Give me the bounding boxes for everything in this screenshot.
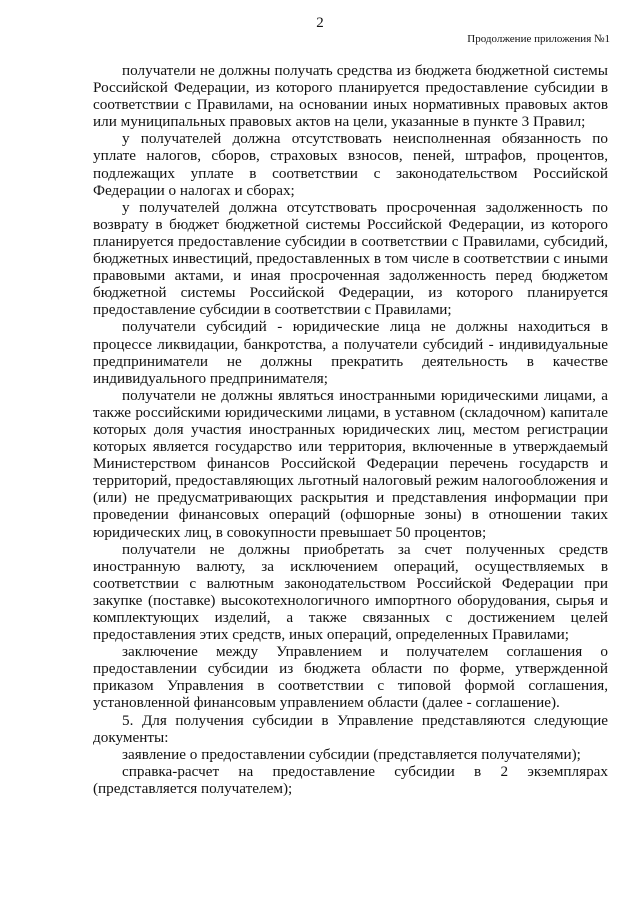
page-number: 2 — [316, 15, 324, 31]
document-body — [93, 62, 608, 797]
paragraph-application: заявление о предоставлении субсидии (представляется получателями); — [122, 745, 581, 763]
paragraph-no-foreign-currency: получатели не должны приобретать за счет полученных средств иностранную валюту, за исключением операций, осуществляемых в соответствии с валютным законодательством Российской Федерации при закупке (поставке) высокотехнологичного импортного оборудования, сырья и комплектующих изделий, а также связанных с достижением целей предоставления этих средств, иных операций, определенных Правилами; — [93, 540, 608, 644]
paragraph-no-other-budget-funds: получатели не должны получать средства из бюджета бюджетной системы Российской Федерации, из которого планируется предоставление субсидии в соответствии с Правилами, на основании иных нормативных правовых актов или муниципальных правовых актов на цели, указанные в пункте 3 Правил; — [93, 62, 608, 131]
paragraph-no-liquidation: получатели субсидий - юридические лица не должны находиться в процессе ликвидации, банкротства, а получатели субсидий - индивидуальные предприниматели не должны прекратить деятельность в качестве индивидуального предпринимателя; — [93, 318, 608, 387]
appendix-continuation-note: Продолжение приложения №1 — [467, 33, 610, 45]
paragraph-not-foreign-entity: получатели не должны являться иностранными юридическими лицами, а также российскими юридическими лицами, в уставном (складочном) капитале которых доля участия иностранных юридических лиц, местом регистрации которых является государство или территория, включенные в утверждаемый Министерством финансов Российской Федерации перечень государств и территорий, предоставляющих льготный налоговый режим налогообложения и (или) не предусматривающих раскрытия и представления информации при проведении финансовых операций (офшорные зоны) в отношении таких юридических лиц, в совокупности превышает 50 процентов; — [93, 386, 608, 541]
paragraph-documents-list-intro: 5. Для получения субсидии в Управление представляются следующие документы: — [93, 711, 608, 746]
paragraph-agreement: заключение между Управлением и получателем соглашения о предоставлении субсидии из бюджета области по форме, утвержденной приказом Управления в соответствии с типовой формой соглашения, установленной финансовым управлением области (далее - соглашение). — [93, 643, 608, 712]
paragraph-no-tax-debt: у получателей должна отсутствовать неисполненная обязанность по уплате налогов, сборов, страховых взносов, пеней, штрафов, процентов, подлежащих уплате в соответствии с законодательством Российской Федерации о налогах и сборах; — [93, 130, 608, 199]
paragraph-no-overdue-debt: у получателей должна отсутствовать просроченная задолженность по возврату в бюджет бюджетной системы Российской Федерации, из которого планируется предоставление субсидии в соответствии с Правилами, субсидий, бюджетных инвестиций, предоставленных в том числе в соответствии с иными правовыми актами, и иная просроченная задолженность перед бюджетом бюджетной системы Российской Федерации, из которого планируется предоставление субсидии в соответствии с Правилами; — [93, 198, 608, 319]
paragraph-calculation-certificate: справка-расчет на предоставление субсидии в 2 экземплярах (представляется получателем); — [93, 762, 608, 797]
